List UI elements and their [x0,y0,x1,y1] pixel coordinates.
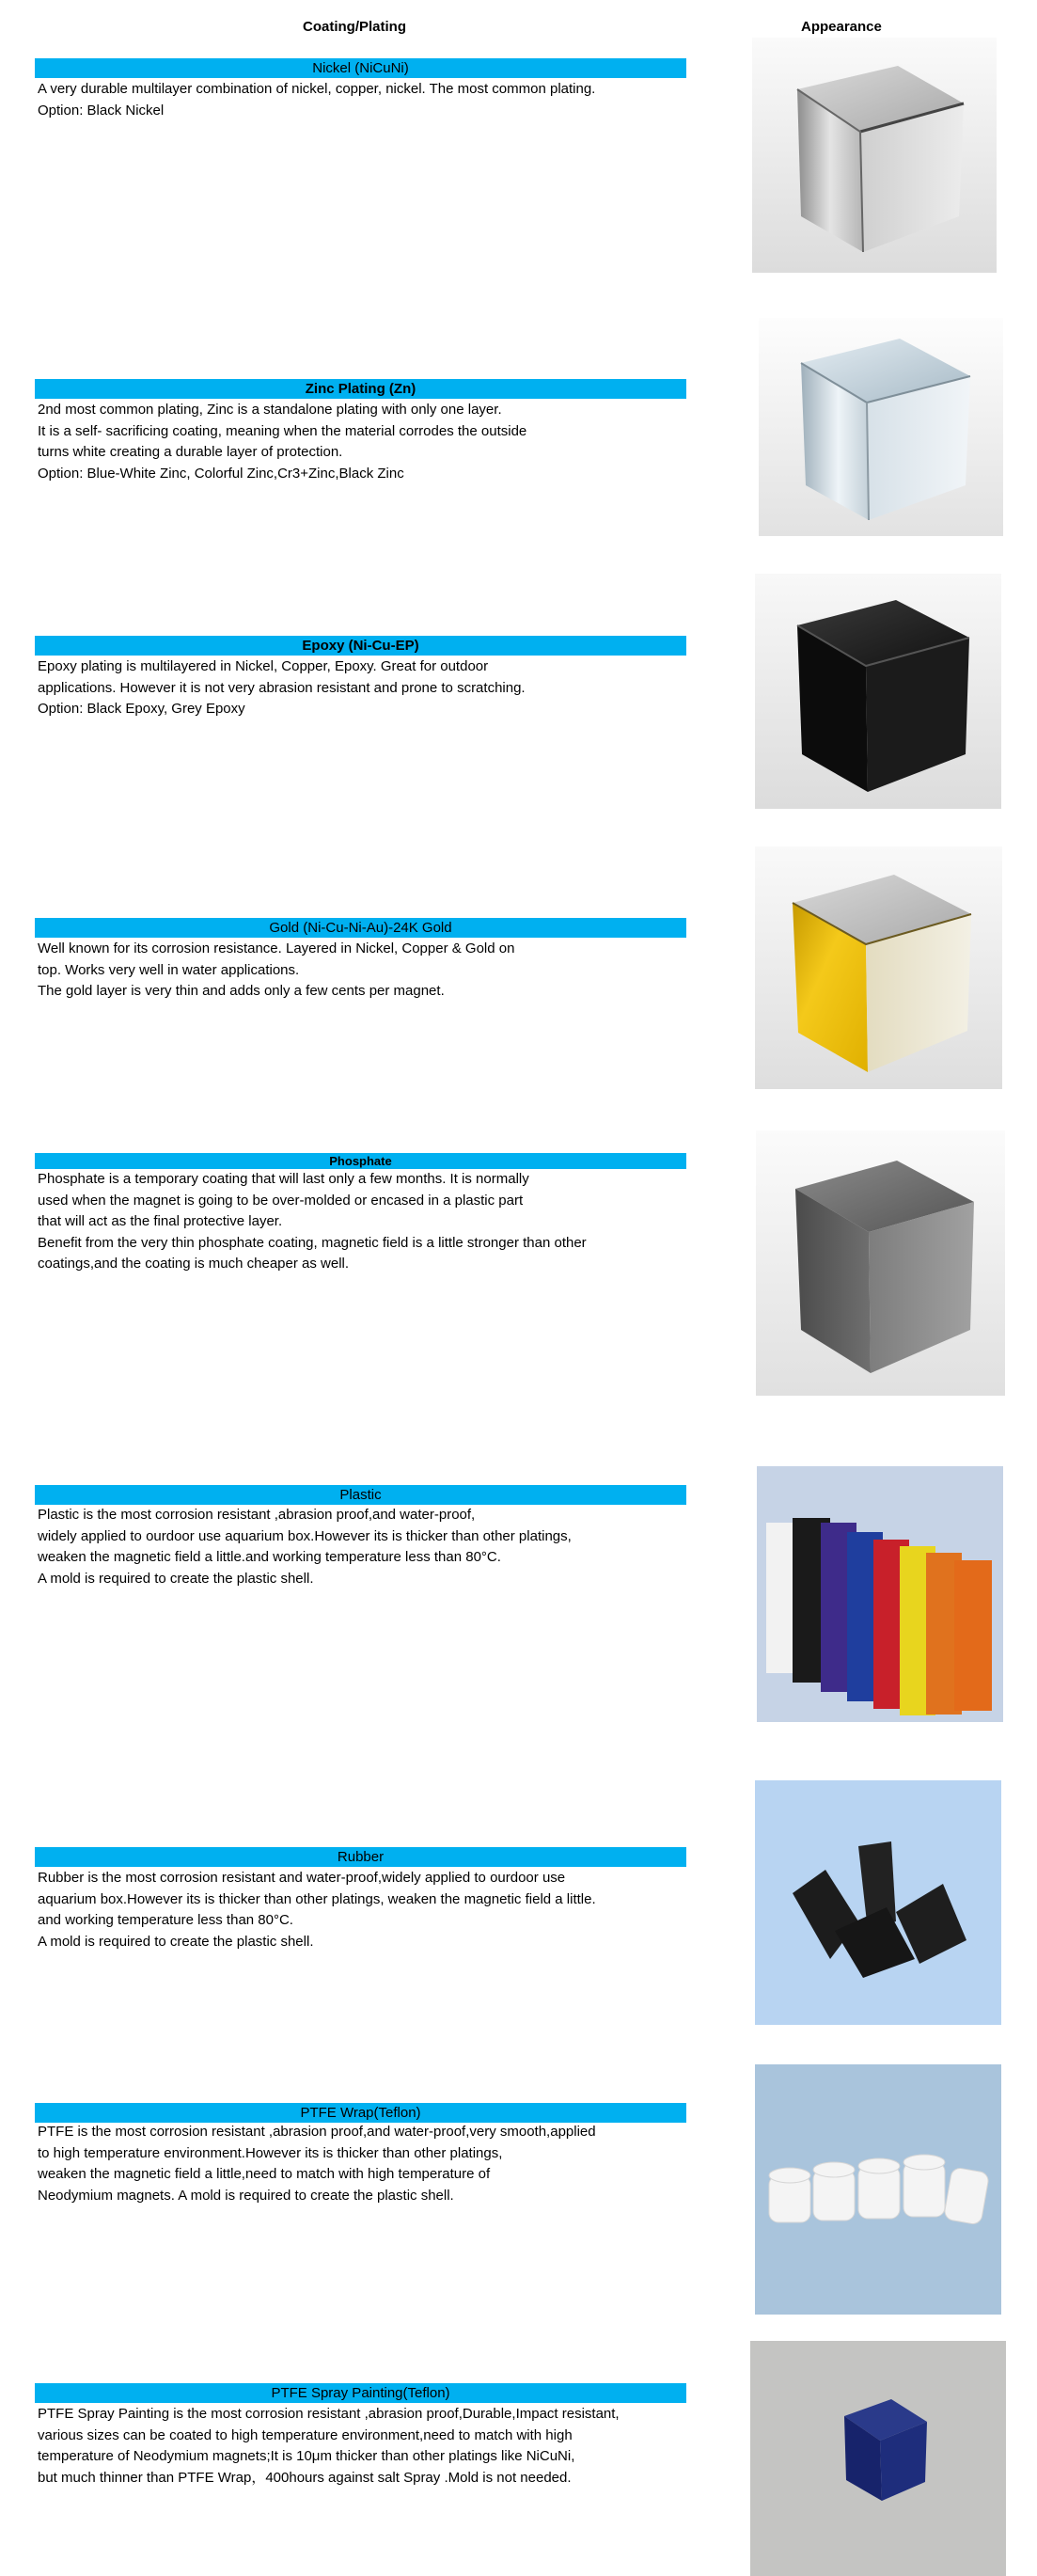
desc-line: and working temperature less than 80°C. [38,1912,293,1928]
desc-line: Neodymium magnets. A mold is required to create the plastic shell. [38,2187,454,2204]
section-desc-nickel [38,79,696,121]
section-title-gold: Gold (Ni-Cu-Ni-Au)-24K Gold [35,918,686,938]
desc-line: widely applied to ourdoor use aquarium box.However its is thicker than other platings, [38,1527,572,1544]
desc-line: various sizes can be coated to high temperature environment,need to match with high [38,2426,573,2443]
blue-ptfe-cube-image [750,2341,1006,2576]
silver-nickel-cube-image [752,38,997,273]
desc-line: Benefit from the very thin phosphate coating, magnetic field is a little stronger than other [38,1234,587,1251]
desc-line: to high temperature environment.However its is thicker than other platings, [38,2144,503,2161]
desc-line: PTFE Spray Painting is the most corrosion resistant ,abrasion proof,Durable,Impact resistant, [38,2406,620,2422]
section-title-epoxy: Epoxy (Ni-Cu-EP) [35,636,686,656]
section-desc-gold [38,939,696,1003]
gold-cube-image [755,846,1002,1089]
desc-line: Option: Blue-White Zinc, Colorful Zinc,Cr3+Zinc,Black Zinc [38,465,404,482]
desc-line: applications. However it is not very abrasion resistant and prone to scratching. [38,679,526,696]
desc-line: PTFE is the most corrosion resistant ,abrasion proof,and water-proof,very smooth,applied [38,2124,596,2140]
section-title-ptfe-spray: PTFE Spray Painting(Teflon) [35,2383,686,2403]
desc-line: Phosphate is a temporary coating that will last only a few months. It is normally [38,1171,529,1187]
desc-line: 2nd most common plating, Zinc is a standalone plating with only one layer. [38,402,502,418]
section-title-nickel: Nickel (NiCuNi) [35,58,686,78]
desc-line: weaken the magnetic field a little,need to match with high temperature of [38,2166,491,2182]
black-epoxy-cube-image [755,574,1001,809]
desc-line: coatings,and the coating is much cheaper as well. [38,1256,350,1272]
desc-line: Epoxy plating is multilayered in Nickel, Copper, Epoxy. Great for outdoor [38,658,489,674]
section-desc-zinc [38,400,696,484]
desc-line: Rubber is the most corrosion resistant and water-proof,widely applied to ourdoor use [38,1870,566,1886]
section-title-ptfe-wrap: PTFE Wrap(Teflon) [35,2103,686,2123]
desc-line: The gold layer is very thin and adds only a few cents per magnet. [38,983,445,999]
desc-line: Plastic is the most corrosion resistant ,abrasion proof,and water-proof, [38,1507,476,1523]
desc-line: top. Works very well in water applications. [38,961,300,978]
rubber-blocks-image [755,1780,1001,2025]
desc-line: Option: Black Epoxy, Grey Epoxy [38,701,245,717]
desc-line: A mold is required to create the plastic shell. [38,1570,314,1587]
ptfe-cylinders-image [755,2064,1001,2315]
desc-line: but much thinner than PTFE Wrap，400hours against salt Spray .Mold is not needed. [38,2469,572,2486]
desc-line: temperature of Neodymium magnets;It is 10μm thicker than other platings like NiCuNi, [38,2448,575,2464]
section-desc-phosphate [38,1169,696,1275]
appearance-column-header: Appearance [801,19,882,35]
desc-line: It is a self- sacrificing coating, meaning when the material corrodes the outside [38,422,527,439]
section-desc-rubber [38,1868,696,1952]
desc-line: A mold is required to create the plastic shell. [38,1933,314,1950]
section-title-zinc: Zinc Plating (Zn) [35,379,686,399]
desc-line: weaken the magnetic field a little.and working temperature less than 80°C. [38,1549,501,1565]
phosphate-cube-image [756,1130,1005,1396]
plastic-blocks-image [757,1466,1003,1722]
section-title-rubber: Rubber [35,1847,686,1867]
desc-line: used when the magnet is going to be over-molded or encased in a plastic part [38,1192,524,1209]
zinc-cube-image [759,318,1003,536]
desc-line: A very durable multilayer combination of nickel, copper, nickel. The most common plating. [38,81,596,97]
section-title-plastic: Plastic [35,1485,686,1505]
section-desc-ptfe-spray [38,2404,696,2489]
desc-line: Option: Black Nickel [38,102,165,119]
desc-line: turns white creating a durable layer of protection. [38,444,343,460]
section-desc-plastic [38,1505,696,1589]
desc-line: that will act as the final protective layer. [38,1213,283,1229]
section-desc-ptfe-wrap [38,2122,696,2206]
coating-column-header: Coating/Plating [303,19,406,35]
section-title-phosphate: Phosphate [35,1153,686,1169]
desc-line: Well known for its corrosion resistance. Layered in Nickel, Copper & Gold on [38,940,515,956]
desc-line: aquarium box.However its is thicker than other platings, weaken the magnetic field a little. [38,1890,596,1907]
section-desc-epoxy [38,656,696,720]
